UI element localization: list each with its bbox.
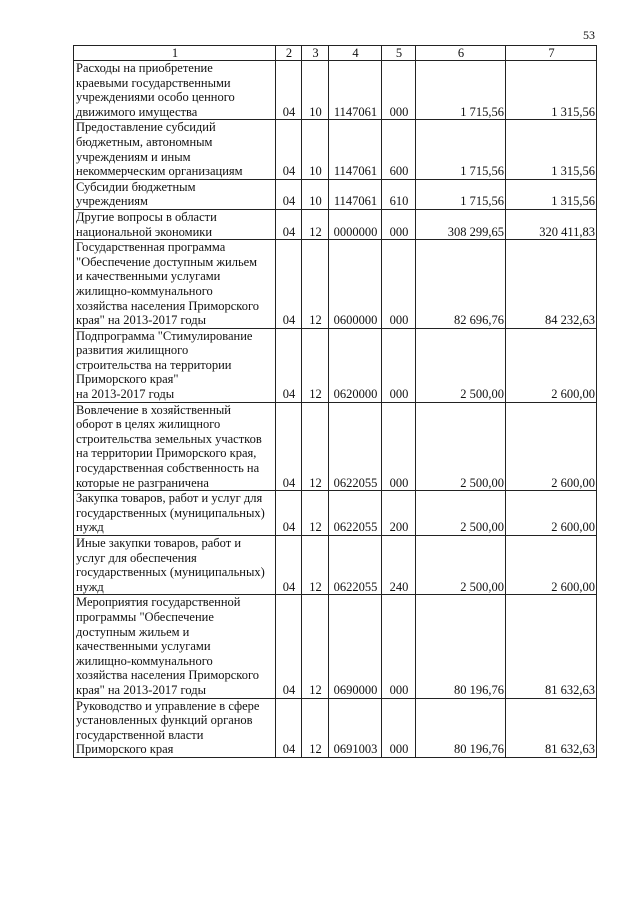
- row-amount-1: 80 196,76: [416, 595, 506, 698]
- row-name: Вовлечение в хозяйственный оборот в целях жилищного строительства земельных участков на территории Приморского края, государственная собственность на которые не разграничена: [74, 402, 276, 491]
- row-target-article: 0690000: [329, 595, 382, 698]
- row-section: 04: [276, 61, 302, 120]
- row-amount-1: 1 715,56: [416, 61, 506, 120]
- budget-table: [73, 45, 597, 758]
- row-subsection: 12: [302, 536, 329, 595]
- row-section: 04: [276, 209, 302, 239]
- row-name: Расходы на приобретение краевыми государственными учреждениями особо ценного движимого имущества: [74, 61, 276, 120]
- row-amount-1: 82 696,76: [416, 240, 506, 329]
- row-expense-type: 610: [382, 179, 416, 209]
- table-row: [74, 328, 597, 402]
- table-row: [74, 536, 597, 595]
- row-name: Государственная программа "Обеспечение доступным жильем и качественными услугами жилищно-коммунального хозяйства населения Приморского края" на 2013-2017 годы: [74, 240, 276, 329]
- table-row: [74, 209, 597, 239]
- table-row: [74, 595, 597, 698]
- row-name: Предоставление субсидий бюджетным, автономным учреждениям и иным некоммерческим организациям: [74, 120, 276, 179]
- row-name: Закупка товаров, работ и услуг для государственных (муниципальных) нужд: [74, 491, 276, 536]
- row-section: 04: [276, 328, 302, 402]
- table-row: [74, 179, 597, 209]
- row-subsection: 10: [302, 179, 329, 209]
- row-subsection: 12: [302, 491, 329, 536]
- row-amount-1: 2 500,00: [416, 491, 506, 536]
- page-number: 53: [583, 28, 595, 42]
- row-amount-2: 1 315,56: [506, 61, 597, 120]
- row-section: 04: [276, 536, 302, 595]
- row-subsection: 12: [302, 209, 329, 239]
- row-amount-2: 81 632,63: [506, 595, 597, 698]
- row-target-article: 1147061: [329, 120, 382, 179]
- row-amount-2: 320 411,83: [506, 209, 597, 239]
- row-expense-type: 000: [382, 328, 416, 402]
- row-target-article: 0622055: [329, 536, 382, 595]
- row-amount-2: 1 315,56: [506, 179, 597, 209]
- row-amount-1: 1 715,56: [416, 120, 506, 179]
- row-section: 04: [276, 179, 302, 209]
- table-row: [74, 61, 597, 120]
- header-cell-6: 6: [416, 46, 506, 61]
- row-name: Другие вопросы в области национальной экономики: [74, 209, 276, 239]
- row-name: Мероприятия государственной программы "Обеспечение доступным жильем и качественными услугами жилищно-коммунального хозяйства населения Приморского края" на 2013-2017 годы: [74, 595, 276, 698]
- row-expense-type: 000: [382, 240, 416, 329]
- row-amount-1: 2 500,00: [416, 328, 506, 402]
- header-cell-2: 2: [276, 46, 302, 61]
- table-row: [74, 402, 597, 491]
- row-subsection: 12: [302, 698, 329, 757]
- row-expense-type: 240: [382, 536, 416, 595]
- row-target-article: 0622055: [329, 491, 382, 536]
- row-amount-2: 2 600,00: [506, 491, 597, 536]
- row-target-article: 0622055: [329, 402, 382, 491]
- row-name: Субсидии бюджетным учреждениям: [74, 179, 276, 209]
- row-name: Иные закупки товаров, работ и услуг для обеспечения государственных (муниципальных) нужд: [74, 536, 276, 595]
- table-row: [74, 491, 597, 536]
- row-subsection: 10: [302, 120, 329, 179]
- table-row: [74, 120, 597, 179]
- row-amount-1: 80 196,76: [416, 698, 506, 757]
- row-target-article: 0691003: [329, 698, 382, 757]
- header-cell-7: 7: [506, 46, 597, 61]
- row-target-article: 1147061: [329, 179, 382, 209]
- row-section: 04: [276, 698, 302, 757]
- row-amount-2: 2 600,00: [506, 402, 597, 491]
- row-section: 04: [276, 595, 302, 698]
- row-section: 04: [276, 240, 302, 329]
- row-amount-2: 1 315,56: [506, 120, 597, 179]
- header-cell-4: 4: [329, 46, 382, 61]
- row-subsection: 12: [302, 595, 329, 698]
- row-expense-type: 600: [382, 120, 416, 179]
- table-row: [74, 240, 597, 329]
- table-row: [74, 698, 597, 757]
- row-expense-type: 000: [382, 209, 416, 239]
- row-amount-1: 2 500,00: [416, 402, 506, 491]
- row-target-article: 0000000: [329, 209, 382, 239]
- table-header-row: [74, 46, 597, 61]
- row-section: 04: [276, 491, 302, 536]
- row-subsection: 10: [302, 61, 329, 120]
- row-expense-type: 000: [382, 61, 416, 120]
- row-expense-type: 200: [382, 491, 416, 536]
- header-cell-1: 1: [74, 46, 276, 61]
- header-cell-5: 5: [382, 46, 416, 61]
- row-target-article: 0620000: [329, 328, 382, 402]
- row-expense-type: 000: [382, 402, 416, 491]
- row-amount-2: 84 232,63: [506, 240, 597, 329]
- row-expense-type: 000: [382, 698, 416, 757]
- row-amount-2: 2 600,00: [506, 536, 597, 595]
- row-name: Подпрограмма "Стимулирование развития жилищного строительства на территории Приморского края" на 2013-2017 годы: [74, 328, 276, 402]
- row-expense-type: 000: [382, 595, 416, 698]
- row-section: 04: [276, 120, 302, 179]
- row-subsection: 12: [302, 240, 329, 329]
- row-subsection: 12: [302, 328, 329, 402]
- row-target-article: 1147061: [329, 61, 382, 120]
- row-amount-1: 308 299,65: [416, 209, 506, 239]
- row-subsection: 12: [302, 402, 329, 491]
- row-amount-2: 81 632,63: [506, 698, 597, 757]
- row-amount-1: 2 500,00: [416, 536, 506, 595]
- row-amount-1: 1 715,56: [416, 179, 506, 209]
- row-amount-2: 2 600,00: [506, 328, 597, 402]
- row-section: 04: [276, 402, 302, 491]
- row-name: Руководство и управление в сфере установленных функций органов государственной власти Приморского края: [74, 698, 276, 757]
- header-cell-3: 3: [302, 46, 329, 61]
- row-target-article: 0600000: [329, 240, 382, 329]
